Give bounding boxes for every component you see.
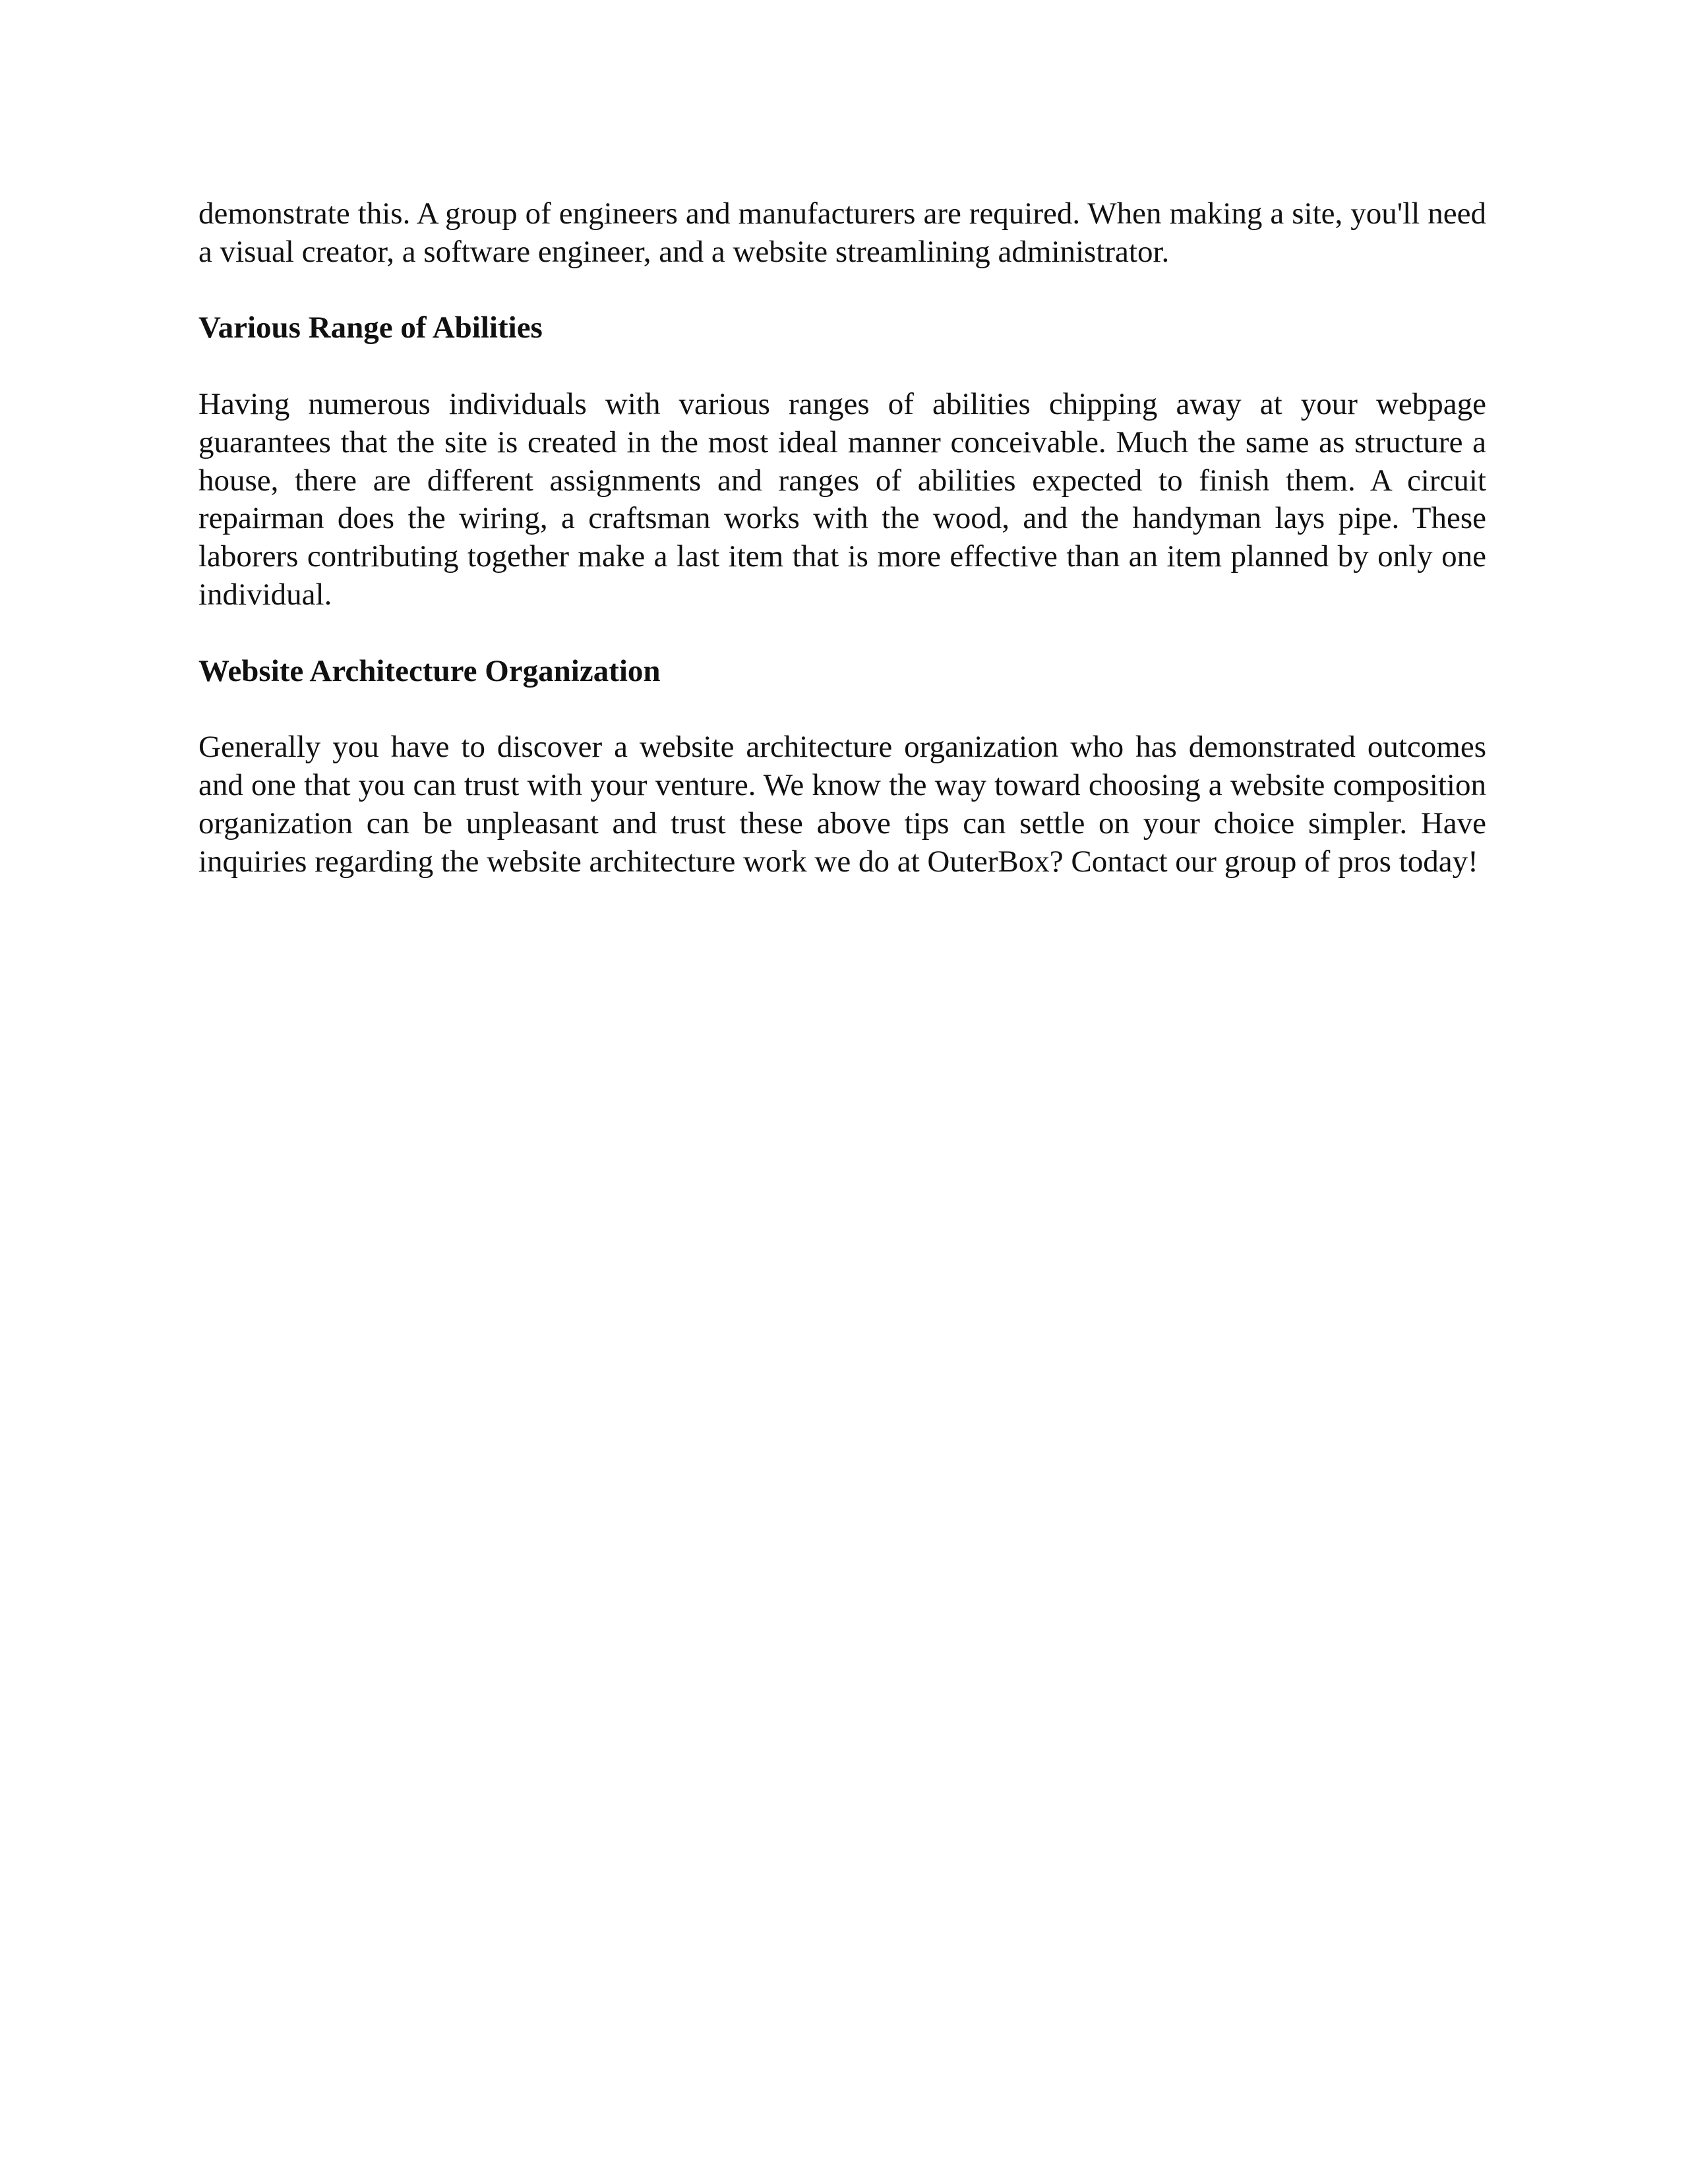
- paragraph-spacer: [198, 272, 1486, 310]
- intro-paragraph: demonstrate this. A group of engineers and manufacturers are required. When making a site, you'll need a visual creator, a software engineer, and a website streamlining administrator.: [198, 196, 1486, 269]
- section-body-abilities: Having numerous individuals with various ranges of abilities chipping away at your webpage guarantees that the site is created in the most ideal manner conceivable. Much the same as structure a house, there are different assignments and ranges of abilities expected to finish them. A circuit repairman does the wiring, a craftsman works with the wood, and the handyman lays pipe. These laborers contributing together make a last item that is more effective than an item planned by only one individual.: [198, 386, 1486, 612]
- paragraph-spacer: [198, 614, 1486, 653]
- section-heading-abilities: Various Range of Abilities: [198, 310, 543, 345]
- paragraph-spacer: [198, 347, 1486, 386]
- document-body: [198, 195, 1486, 881]
- section-body-organization: Generally you have to discover a website architecture organization who has demonstrated outcomes and one that you can trust with your venture. We know the way toward choosing a website composition organization can be unpleasant and trust these above tips can settle on your choice simpler. Have inquiries regarding the website architecture work we do at OuterBox? Contact our group of pros today!: [198, 730, 1486, 879]
- paragraph-spacer: [198, 690, 1486, 728]
- section-heading-organization: Website Architecture Organization: [198, 653, 661, 688]
